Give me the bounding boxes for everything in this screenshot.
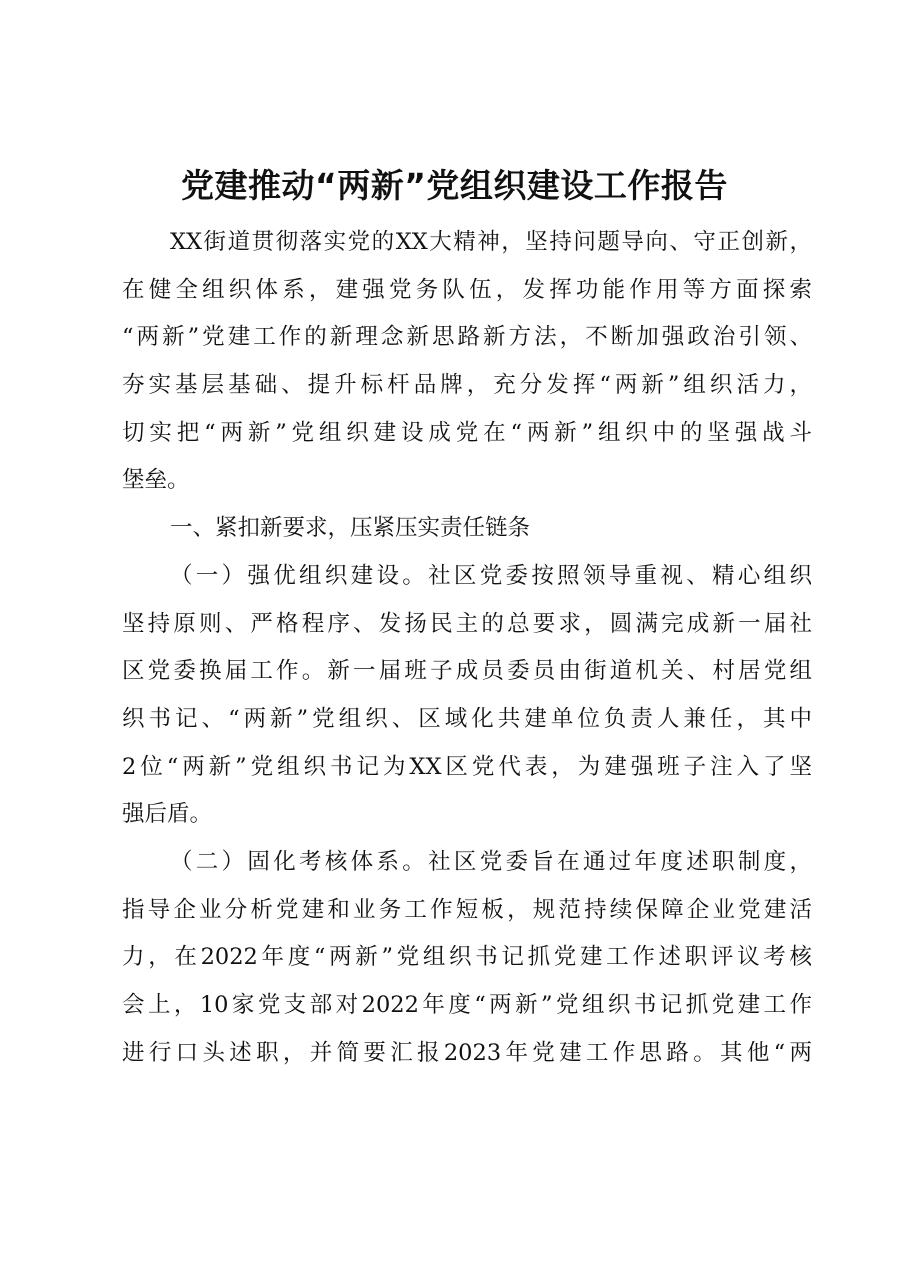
paragraph-line: 在健全组织体系，建强党务队伍，发挥功能作用等方面探索 [122, 276, 812, 303]
document-body [122, 219, 812, 1077]
paragraph-line: 会上，10家党支部对2022年度“两新”党组织书记抓党建工作 [122, 992, 812, 1018]
paragraph-line: 进行口头述职，并简要汇报2023年党建工作思路。其他“两 [122, 1039, 812, 1066]
paragraph-line: 织书记、“两新”党组织、区域化共建单位负责人兼任，其中 [122, 705, 812, 732]
paragraph-line: XX街道贯彻落实党的XX大精神，坚持问题导向、守正创新， [170, 229, 812, 255]
paragraph-line: 2位“两新”党组织书记为XX区党代表，为建强班子注入了坚 [122, 753, 812, 780]
paragraph-line: （二）固化考核体系。社区党委旨在通过年度述职制度， [170, 848, 812, 875]
paragraph-line: 强后盾。 [122, 801, 213, 828]
document-title: 党建推动“两新”党组织建设工作报告 [181, 166, 728, 205]
paragraph-line: 堡垒。 [122, 467, 190, 494]
paragraph-line: 夯实基层基础、提升标杆品牌，充分发挥“两新”组织活力， [122, 372, 812, 399]
paragraph-line: 力，在2022年度“两新”党组织书记抓党建工作述职评议考核 [122, 944, 812, 971]
paragraph-line: 指导企业分析党建和业务工作短板，规范持续保障企业党建活 [122, 896, 812, 923]
paragraph-line: 区党委换届工作。新一届班子成员委员由街道机关、村居党组 [122, 658, 812, 685]
paragraph-line: “两新”党建工作的新理念新思路新方法，不断加强政治引领、 [122, 324, 812, 351]
section-heading: 一、紧扣新要求，压紧压实责任链条 [170, 515, 531, 542]
paragraph-line: 切实把“两新”党组织建设成党在“两新”组织中的坚强战斗 [122, 419, 812, 446]
paragraph-line: 坚持原则、严格程序、发扬民主的总要求，圆满完成新一届社 [122, 610, 812, 637]
paragraph-line: （一）强优组织建设。社区党委按照领导重视、精心组织 [170, 562, 812, 589]
